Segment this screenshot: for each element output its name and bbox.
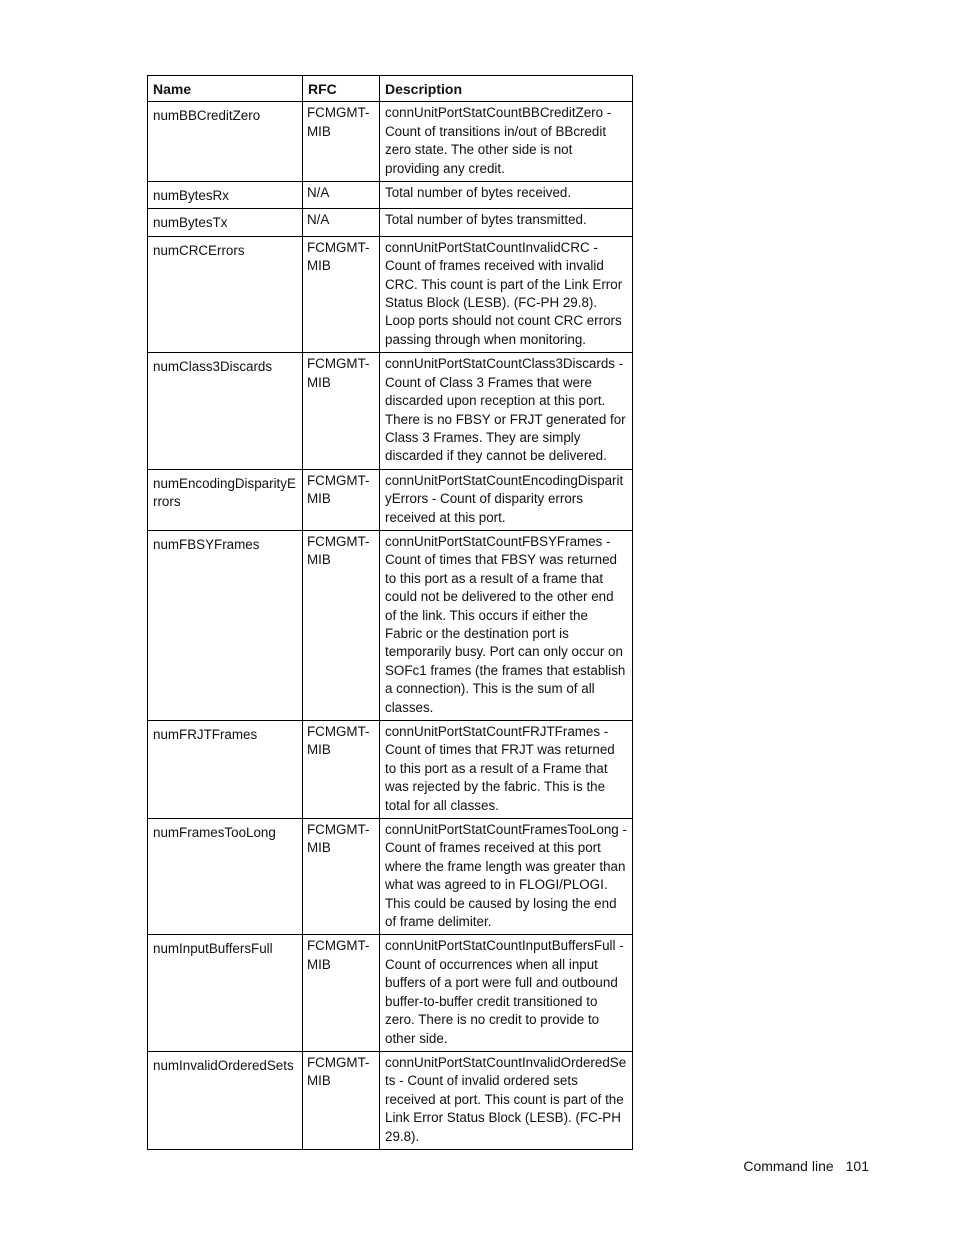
header-description: Description xyxy=(380,76,633,102)
row-rfc-cell: FCMGMT-MIB xyxy=(303,102,380,182)
row-rfc-cell: FCMGMT-MIB xyxy=(303,353,380,469)
row-description-cell: connUnitPortStatCountInvalidOrderedSets - Count of invalid ordered sets received at port. This count is part of the Link Error Status Block (LESB). (FC-PH 29.8). xyxy=(380,1051,633,1149)
header-name: Name xyxy=(148,76,303,102)
table-row xyxy=(148,721,633,819)
row-rfc-cell: FCMGMT-MIB xyxy=(303,721,380,819)
page-number: 101 xyxy=(845,1158,869,1174)
row-description-cell: connUnitPortStatCountInvalidCRC - Count of frames received with invalid CRC. This count is part of the Link Error Status Block (LESB). (FC-PH 29.8). Loop ports should not count CRC errors passing through when monitoring. xyxy=(380,236,633,352)
row-name-cell: numBytesRx xyxy=(148,182,303,209)
command-stats-table xyxy=(147,75,633,1150)
row-name-cell: numFramesTooLong xyxy=(148,819,303,935)
row-name-cell: numBytesTx xyxy=(148,209,303,236)
table-row xyxy=(148,1051,633,1149)
row-name-cell: numEncodingDisparityErrors xyxy=(148,469,303,530)
table-row xyxy=(148,469,633,530)
row-rfc-cell: N/A xyxy=(303,182,380,209)
table-row xyxy=(148,182,633,209)
table-row xyxy=(148,530,633,720)
table-row xyxy=(148,236,633,352)
row-description-cell: connUnitPortStatCountEncodingDisparityErrors - Count of disparity errors received at this port. xyxy=(380,469,633,530)
row-description-cell: connUnitPortStatCountBBCreditZero - Count of transitions in/out of BBcredit zero state. The other side is not providing any credit. xyxy=(380,102,633,182)
row-rfc-cell: FCMGMT-MIB xyxy=(303,236,380,352)
row-name-cell: numInputBuffersFull xyxy=(148,935,303,1051)
row-rfc-cell: FCMGMT-MIB xyxy=(303,530,380,720)
row-description-cell: connUnitPortStatCountClass3Discards - Count of Class 3 Frames that were discarded upon reception at this port. There is no FBSY or FRJT generated for Class 3 Frames. They are simply discarded if they cannot be delivered. xyxy=(380,353,633,469)
table-row xyxy=(148,102,633,182)
row-name-cell: numClass3Discards xyxy=(148,353,303,469)
table-row xyxy=(148,819,633,935)
row-description-cell: connUnitPortStatCountFRJTFrames - Count of times that FRJT was returned to this port as a result of a Frame that was rejected by the fabric. This is the total for all classes. xyxy=(380,721,633,819)
footer-section-title: Command line xyxy=(743,1158,834,1174)
row-name-cell: numCRCErrors xyxy=(148,236,303,352)
row-description-cell: connUnitPortStatCountInputBuffersFull - Count of occurrences when all input buffers of a port were full and outbound buffer-to-buffer credit transitioned to zero. There is no credit to provide to other side. xyxy=(380,935,633,1051)
row-description-cell: Total number of bytes transmitted. xyxy=(380,209,633,236)
row-description-cell: connUnitPortStatCountFramesTooLong - Count of frames received at this port where the frame length was greater than what was agreed to in FLOGI/PLOGI. This could be caused by losing the end of frame delimiter. xyxy=(380,819,633,935)
table-header-row xyxy=(148,76,633,102)
row-rfc-cell: FCMGMT-MIB xyxy=(303,1051,380,1149)
row-name-cell: numBBCreditZero xyxy=(148,102,303,182)
page-footer xyxy=(743,1158,869,1174)
row-name-cell: numInvalidOrderedSets xyxy=(148,1051,303,1149)
row-name-cell: numFBSYFrames xyxy=(148,530,303,720)
row-rfc-cell: N/A xyxy=(303,209,380,236)
table-row xyxy=(148,935,633,1051)
row-rfc-cell: FCMGMT-MIB xyxy=(303,935,380,1051)
table-row xyxy=(148,209,633,236)
row-description-cell: connUnitPortStatCountFBSYFrames - Count of times that FBSY was returned to this port as a result of a frame that could not be delivered to the other end of the link. This occurs if either the Fabric or the destination port is temporarily busy. Port can only occur on SOFc1 frames (the frames that establish a connection). This is the sum of all classes. xyxy=(380,530,633,720)
table-row xyxy=(148,353,633,469)
row-rfc-cell: FCMGMT-MIB xyxy=(303,819,380,935)
row-name-cell: numFRJTFrames xyxy=(148,721,303,819)
row-description-cell: Total number of bytes received. xyxy=(380,182,633,209)
row-rfc-cell: FCMGMT-MIB xyxy=(303,469,380,530)
header-rfc: RFC xyxy=(303,76,380,102)
